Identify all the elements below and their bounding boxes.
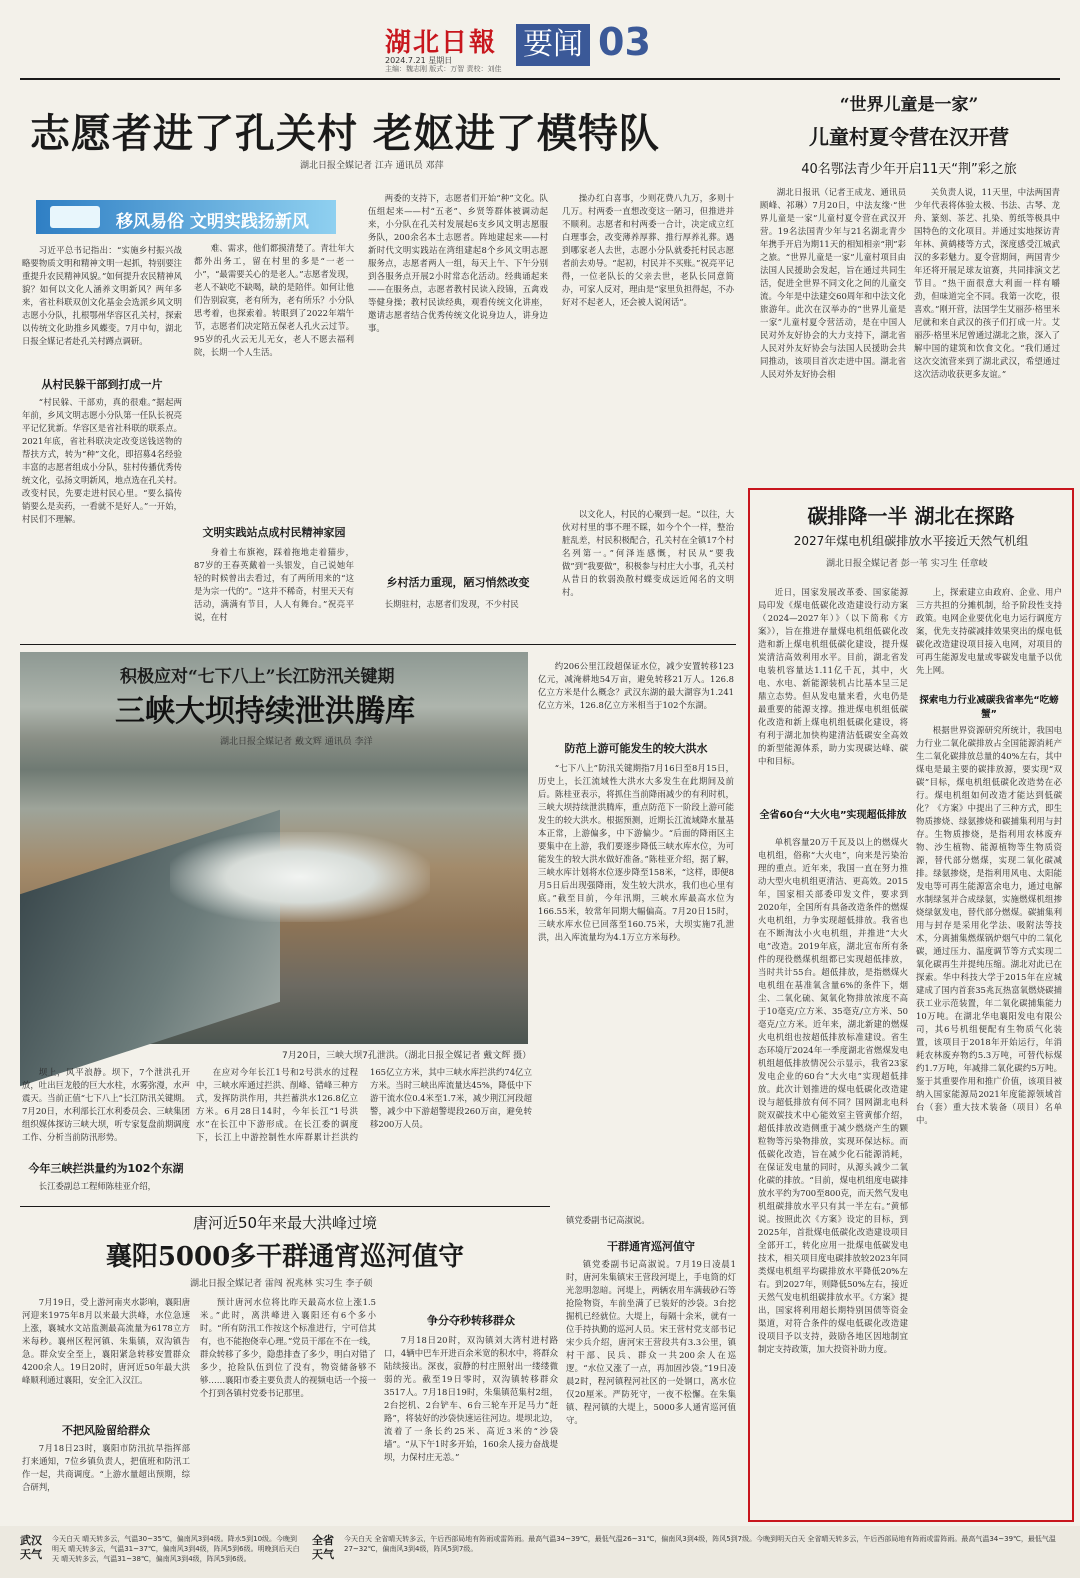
- xy-subhead-1: 不把风险留给群众: [62, 1424, 150, 1437]
- xiangyang-kicker: 唐河近50年来最大洪峰过境: [192, 1214, 378, 1232]
- three-gorges-headline: 三峡大坝持续泄洪腾库: [115, 694, 415, 729]
- three-gorges-byline: 湖北日报全媒记者 戴文辉 通讯员 李洋: [220, 737, 373, 747]
- xy-col4: 镇党委副书记高淑说。7月19日凌晨1时，唐河朱集镇宋王营段河堤上，手电筒的灯光忽明忽暗。河堤上，两辆农用车满载砂石等抢险物资，车前坐满了已装好的沙袋。3台挖掘机已经就位。大堤上，每隔十余米，就有一位手持执勤的巡河人员。宋王营村党支部书记宋少兵介绍，唐河宋王营段共有3.3公里，镇村干部、民兵、群众一共200余人在巡逻。“水位又涨了一点，再加固沙袋。”19日凌晨2时，程河镇程河社区的一处钢口，离水位仅20厘米。严防死守，一夜不松懈。在朱集镇、程河镇的大堤上，5000多人通宵巡河值守。: [566, 1259, 736, 1425]
- wuhan-weather: 今天白天 晴天转多云，气温30~35℃，偏南风3到4级。降水5到10级。今晚到明天 晴天转多云，气温31~37℃，偏南风3到4级，阵风5到6级。明晚到后天白天 晴天转多云，气温31~38℃，偏南风3到4级，阵风5到6级。: [52, 1535, 300, 1563]
- wuhan-weather-label: 武汉天气: [20, 1534, 42, 1561]
- lead-byline: 湖北日报全媒记者 江卉 通讯员 邓萍: [300, 161, 444, 171]
- lead-col4b: 以文化人，村民的心聚到一起。“以往，大伙对村里的事不理不睬，如今个个一样，整治脏乱差，村民积极配合，孔关村在全镇17个村名列第一。”何泽连感慨，村民从“要我做”到“我要做”，积极参与村庄大小事，孔关村从昔日的软弱涣散村蝶变成远近闻名的文明村。: [562, 509, 734, 597]
- carbon-col1: 近日，国家发展改革委、国家能源局印发《煤电低碳化改造建设行动方案（2024—2027年）》（以下简称《方案》），旨在推进存量煤电机组低碳化改造和新上煤电机组低碳化建设，提升煤炭清洁高效利用水平。目前，湖北省发电装机容量达1.11亿千瓦，其中，火电、水电、新能源装机占比基本呈三足鼎立态势。但从发电量来看，火电仍是最重要的能源支撑。推进煤电机组低碳化改造和新上煤电机组低碳化建设，将有利于湖北加快构建清洁低碳安全高效的新型能源体系，助力实现碳达峰、碳中和目标。: [758, 587, 908, 766]
- carbon-headline: 碳排降一半 湖北在探路: [807, 504, 1015, 528]
- column-banner: [36, 200, 336, 234]
- lead-col1: 习近平总书记指出：“实施乡村振兴战略要物质文明和精神文明一起抓，特别要注重提升农民精神风貌。”如何提升农民精神风貌？如何以文化人涵养文明新风？两年多来，省社科联双创文化基金会选派乡风文明志愿小分队，扎根鄂州华容区孔关村，探索以传统文化助推乡风蝶变。7月中旬，湖北日报全媒记者赴孔关村蹲点调研。: [22, 245, 182, 346]
- xy-col1: 7月19日，受上游河南夹水影响，襄阳唐河迎来1975年8月以来最大洪峰，水位急速上涨，襄城水文站监测最高流量为6178立方米每秒。襄州区程河镇、朱集镇，双沟镇告急。群众安全至上，襄阳紧急转移安置群众4200余人。19日20时，唐河近50年最大洪峰顺利通过襄阳，安全汇入汉江。: [22, 1297, 190, 1385]
- spray-shape: [170, 832, 430, 922]
- tg-col3b: “七下八上”防汛关键期指7月16日至8月15日，历史上，长江流域性大洪水大多发生在此期间及前后。陈桂亚表示，将抓住当前降雨减少的有利时机，三峡大坝持续泄洪腾库，重点防范下一阶段上游可能发生的较大洪水。根据预测，近期长江流域降水量基本正常，上游偏多，中下游偏少。“后面的降雨区主要集中在上游，我们要逐步降低三峡水库水位，为可能发生的较大洪水做好准备。”陈桂亚介绍，据了解，三峡水库计划将水位逐步降至158米，“这样，即便8月5日后出现强降雨，发生较大洪水，我们也心里有底。”截至目前，今年汛期，三峡水库最高水位为166.55米，较常年同期大幅偏高。7月20日15时，三峡水库水位已回落至160.75米，大坝实施7孔泄洪，出入库流量均为4.1万立方米每秒。: [538, 763, 734, 942]
- carbon-col1b: 单机容量20万千瓦及以上的燃煤火电机组，俗称“大火电”，向来是污染治理的重点。近年来，我国一直在努力推动大型火电机组更清洁、更高效。2015年，国家相关部委印发文件，要求到2020年，全国所有具备改造条件的燃煤火电机组，力争实现超低排放。我省也在不断淘汰小火电机组，并推进“大火电”改造。2019年底，湖北宣布所有条件的现役燃煤机组都已实现超低排放，当时共计55台。超低排放，是指燃煤火电机组在基准氧含量6%的条件下，烟尘、二氧化硫、氮氧化物排放浓度不高于10毫克/立方米、35毫克/立方米、50毫克/立方米。近年来，湖北新建的燃煤火电机组也按超低排放标准建设。省生态环境厅2024年一季度湖北省燃煤发电机组超低排放情况公示显示，我省23家发电企业的60台“大火电”实现超低排放。此次计划推进的煤电低碳化改造建设与超低排放有何不同？国网湖北电科院双碳技术中心能效室主管黄郁介绍，超低排放改造侧重于减少燃烧产生的颗粒物等污染物排放，实现环保达标。而低碳化改造，旨在减少化石能源消耗，在保证发电量的同时，从源头减少二氧化碳的排放。“目前，煤电机组度电碳排放水平约为700至800克，而天然气发电机组碳排放水平只有其一半左右。”黄郁说。按照此次《方案》设定的目标，到2025年，首批煤电低碳化改造建设项目全部开工，转化应用一批煤电低碳发电技术，相关项目度电碳排放较2023年同类煤电机组平均碳排放水平降低20%左右。到2027年，则降低50%左右，接近天然气发电机组碳排放水平。《方案》提出，国家将利用超长期特别国债等资金渠道，对符合条件的煤电低碳化改造建设项目予以支持，鼓励各地区因地制宜制定支持政策，加大投资补助力度。: [758, 837, 908, 1354]
- lead-col2b: 身着土布旗袍，踩着拖地走着猫步，87岁的王春英戴着一头银发，自己说她年轻的时候曾出去看过，有了两所用来的“这是为宗一代的”。“这并不稀奇，村里天天有活动，满满有节目，人人有舞台。”祝亮平说，在村: [194, 547, 354, 622]
- editor-credits: 主编：魏志刚 版式：万智 责校：刘佳: [385, 65, 502, 73]
- xiangyang-headline: 襄阳5000多干群通宵巡河值守: [105, 1242, 465, 1272]
- children-kicker: “世界儿童是一家”: [839, 95, 979, 115]
- section-rule-2: [20, 1206, 550, 1207]
- xy-subhead-2: 争分夺秒转移群众: [427, 1314, 515, 1327]
- tg-subhead-2: 今年三峡拦洪量约为102个东湖: [28, 1162, 184, 1175]
- three-gorges-photo: [20, 652, 528, 1044]
- xy-col3: 7月18日20时，双沟镇刘大湾村进村路口，4辆中巴车开进百余米宽的积水中，将群众陆续接出。深夜，寂静的村庄照射出一缕缕微弱的光。截至19日零时，双沟镇转移群众3517人。7月18日19时，朱集镇范集村2组，2台挖机、2台铲车、6台三轮车开足马力“赶路”，将装好的沙袋快速运往河边。堤坝北边，流着了一条长约25米、高近3米的“沙袋墙”。“从下午1时多开始，160余人接力奋战堤坝，力保村庄无恙。”: [384, 1335, 558, 1462]
- lead-subhead-1: 从村民躲干部到打成一片: [41, 378, 163, 391]
- province-weather-label: 全省天气: [312, 1534, 334, 1561]
- three-gorges-kicker: 积极应对“七下八上”长江防汛关键期: [120, 667, 395, 687]
- xiangyang-byline: 湖北日报全媒记者 雷闯 祝兆林 实习生 李子硕: [190, 1279, 373, 1289]
- carbon-subtitle: 2027年煤电机组碳排放水平接近天然气机组: [793, 534, 1029, 548]
- newspaper-logo: 湖北日報: [385, 28, 498, 58]
- issue-date: 2024.7.21 星期日: [385, 56, 453, 65]
- carbon-subhead-1: 全省60台“大火电”实现超低排放: [759, 810, 907, 821]
- children-subtitle: 40名鄂法青少年开启11天“荆”彩之旅: [801, 162, 1017, 177]
- lead-headline: 志愿者进了孔关村 老妪进了模特队: [30, 110, 660, 157]
- children-col1: 湖北日报讯（记者王成龙、通讯员顾峰、祁琳）7月20日，中法友缘·“世界儿童是一家”儿童村夏令营在武汉开营。19名法国青少年与21名湖北青少年携手开启为期11天的相知相亲“荆”彩之旅。“世界儿童是一家”儿童村项目由法国人民援助会发起，旨在通过共同生活，促进全世界不同文化之间的儿童交流。今年是中法建交60周年和中法文化旅游年。此次在汉举办的“世界儿童是一家”儿童村夏令营活动，是在中国人民对外友好协会的大力支持下，湖北省人民对外友好协会与法国人民援助会共同推动，该项目首次走进中国。湖北省人民对外友好协会相: [760, 187, 906, 379]
- top-rule: [20, 78, 1060, 80]
- lead-subhead-2: 文明实践站点成村民精神家园: [202, 526, 346, 539]
- lead-col3b: 长期驻村，志愿者们发现，不少村民: [384, 599, 519, 609]
- carbon-subhead-2: 探索电力行业减碳我省率先“吃螃蟹”: [919, 695, 1059, 720]
- banner-text: 移风易俗 文明实践扬新风: [116, 212, 309, 232]
- photo-caption: 7月20日，三峡大坝7孔泄洪。（湖北日报全媒记者 戴文辉 摄）: [282, 1051, 532, 1061]
- tg-subhead-1: 防范上游可能发生的较大洪水: [564, 742, 708, 755]
- carbon-col2: 上，探索建立由政府、企业、用户三方共担的分摊机制，给予阶段性支持政策。电网企业要优化电力运行调度方案，优先支持碳减排效果突出的煤电低碳化改造建设项目接入电网，对项目的可再生能源发电量或零碳发电量予以优先上网。: [916, 587, 1062, 675]
- lead-col2: 难、需求，他们都摸清楚了。青壮年大都外出务工，留在村里的多是“一老一小”，“最需要关心的是老人。”志愿者发现，老人不缺吃不缺喝，缺的是陪伴。如何让他们告别寂寞，老有所为，老有所乐？小分队思考着，也探索着。转眼到了2022年端午节，志愿者们决定陪五保老人孔火云过节。95岁的孔火云无儿无女，老人不愿去福利院，长期一个人生活。: [194, 243, 354, 357]
- lead-col3: 两委的支持下，志愿者们开始“种”文化。队伍组起来——村“五老”、乡贤等群体被调动起来，小分队在孔关村发展起6支乡风文明志愿服务队，200余名本土志愿者。阵地建起来——村新时代文明实践站在湾组建起8个乡风文明志愿服务点，志愿者两人一组，每天上午、下午分别到各服务点开展2小时常态化活动。经典诵起来——在服务点，志愿者教村民读入段锦，五禽戏等健身操；教村民读经典，观看传统文化讲座，邀请志愿者结合优秀传统文化说身边人，讲身边事。: [368, 193, 548, 333]
- children-camp-article: [748, 90, 1070, 177]
- section-rule: [20, 644, 736, 645]
- province-weather: 今天白天 全省晴天转多云，午后西部局地有阵雨或雷阵雨。最高气温34~39℃，最低气温26~31℃，偏南风3到4级，阵风5到7级。今晚到明天白天 全省晴天转多云，午后西部局地有阵雨或雷阵雨。最高气温34~39℃，最低气温27~32℃，偏南风3到4级，阵风5到7级。: [344, 1535, 1056, 1553]
- weather-footer: [0, 1526, 1080, 1578]
- banner-emblem-icon: [50, 206, 100, 228]
- lead-col4: 操办红白喜事，少则花费八九万，多则十几万。村两委一直想改变这一陋习，但推进并不顺利。志愿者和村两委一合计，决定成立红白理事会，改变薄养厚葬、推行厚养礼葬。遇到哪家老人去世，志愿小分队就委托村民志愿者前去劝导。“起初，村民并不买账。”祝亮平记得，一位老队长的父亲去世，老队长同意简办，可家人反对，理由是“家里负担得起，不办好对不起老人，还会被人说闲话”。: [562, 193, 734, 307]
- section-label: 要闻: [516, 24, 590, 66]
- tg-col2: 在应对今年长江1号和2号洪水的过程中，三峡水库通过拦洪、削峰、错峰三种方式，发挥防洪作用，共拦蓄洪水126.8亿立方米。6月28日14时，今年长江“1号洪水”在长江中下游形成。在长江委的调度下，长江上中游控制性水库群累计拦洪约165亿立方米，其中三峡水库拦洪约74亿立方米。当时三峡出库流量达45%，降低中下游干流水位0.4米至1.7米，减少荆江河段超警，减少中下游超警堤段260万亩，避免转移200万人员。: [196, 1067, 532, 1142]
- xy-col1b: 7月18日23时，襄阳市防汛抗旱指挥部打来通知，7位乡镇负责人，把值班和防汛工作一起，共商调度。“上游水量超出预期，综合研判，: [22, 1443, 190, 1492]
- carbon-byline: 湖北日报全媒记者 彭一苇 实习生 任章岐: [826, 559, 988, 569]
- tg-col1b: 长江委副总工程师陈桂亚介绍，: [38, 1181, 157, 1191]
- tg-col1: 坝上，风平浪静。坝下，7个泄洪孔开放，吐出巨龙般的巨大水柱，水雾弥漫，水声震天。当前正值“七下八上”长江防汛关键期。7月20日，水利部长江水利委员会、三峡集团组织媒体探访三峡大坝，听专家复盘前期调度工作、分析当前防汛形势。: [22, 1067, 190, 1142]
- children-col2: 关负责人说，11天里，中法两国青少年代表将体验太极、书法、古琴、龙舟、篆刻、茶艺、扎染、剪纸等极具中国特色的文化项目。并通过实地探访青年林、黄鹤楼等方式，深度感受江城武汉的多彩魅力。夏令营期间，两国青少年还将开展足球友谊赛，共同排演文艺节目。“热干面很意大利面一样有嚼劲，但味道完全不同。我第一次吃，很喜欢。”刚开营，法国学生艾丽莎·格里米尼就和来自武汉的孩子们打成一片。艾丽莎·格里米尼曾通过湖北之旅，深入了解中国的建筑和饮食文化。“我们通过这次交流营来到了湖北武汉，希望通过这次活动收获更多友谊。”: [914, 187, 1060, 379]
- masthead: [0, 0, 1080, 75]
- lead-subhead-3: 乡村活力重现，陋习悄然改变: [386, 576, 530, 589]
- xy-col2: 预计唐河水位将比昨天最高水位上涨1.5米。”此时，离洪峰进入襄阳还有6个多小时。“所有防汛工作按这个标准进行，宁可信其有，也不能抱侥幸心理。”党员干部在不在一线，群众转移了多少，隐患排查了多少，明白对错了多少，抢险队伍到位了没有，物资储备够不够……襄阳市委主要负责人的视频电话一个接一个打到各镇村党委书记那里。: [200, 1297, 376, 1398]
- children-headline: 儿童村夏令营在汉开营: [809, 125, 1009, 149]
- xy-col4-lead: 镇党委副书记高淑说。: [566, 1215, 650, 1225]
- lead-col1b: “村民躲、干部劝，真的很难。”据起两年前，乡风文明志愿小分队第一任队长祝亮平记忆犹新。华容区是省社科联的联系点。2021年底，省社科联决定改变送钱送物的帮扶方式，转为“种”文化，即招募4名经验丰富的志愿者组成小分队，驻村传播优秀传统文化，弘扬文明新风，地点选在孔关村。改变村民，先要走进村民心里。“要么搞传销要么是卖药，一看就不是好人。”一开始，村民们不理解。: [22, 397, 182, 524]
- tg-col3: 约206公里江段超保证水位，减少安置转移123亿元，减淹耕地54万亩，避免转移21万人。126.8亿立方米是什么概念？武汉东湖的最大湖容为1.241亿立方米，126.8亿立方米相当于102个东湖。: [538, 661, 734, 710]
- page-number: 03: [598, 20, 651, 64]
- carbon-col2b: 根据世界资源研究所统计，我国电力行业二氧化碳排放占全国能源消耗产生二氧化碳排放总量的40%左右，其中煤电是最主要的碳排放源，要实现“双碳”目标，煤电机组低碳化改造势在必行。煤电机组如何改造才能达到低碳化？《方案》中提出了三种方式，即生物质掺烧、绿氨掺烧和碳捕集利用与封存。生物质掺烧，是指利用农林废弃物、沙生植物、能源植物等生物质资源，替代部分燃煤，实现二氧化碳减排。绿氨掺烧，是指利用风电、太阳能发电等可再生能源富余电力，通过电解水制绿氢并合成绿氨，实施燃煤机组掺烧绿氨发电，替代部分燃煤。碳捕集利用与封存是采用化学法、吸附法等技术，分离捕集燃煤锅炉烟气中的二氧化碳，通过压力、温度调节等方式实现二氧化碳再生并提纯压缩。湖北对此已在探索。华中科技大学于2015年在应城建成了国内首套35兆瓦热富氧燃烧碳捕获工业示范装置，年二氧化碳捕集能力10万吨。在湖北华电襄阳发电有限公司，其6号机组便配有生物质气化装置，该项目于2018年开始运行，年消耗农林废弃物约5.3万吨，可替代标煤约1.7万吨，年减排二氧化碳约5万吨。鉴于其重要作用和推广价值，该项目被纳入国家能源局2021年度能源领域首台（套）重大技术装备（项目）名单中。: [916, 725, 1062, 1125]
- xy-subhead-3: 干群通宵巡河值守: [607, 1240, 695, 1253]
